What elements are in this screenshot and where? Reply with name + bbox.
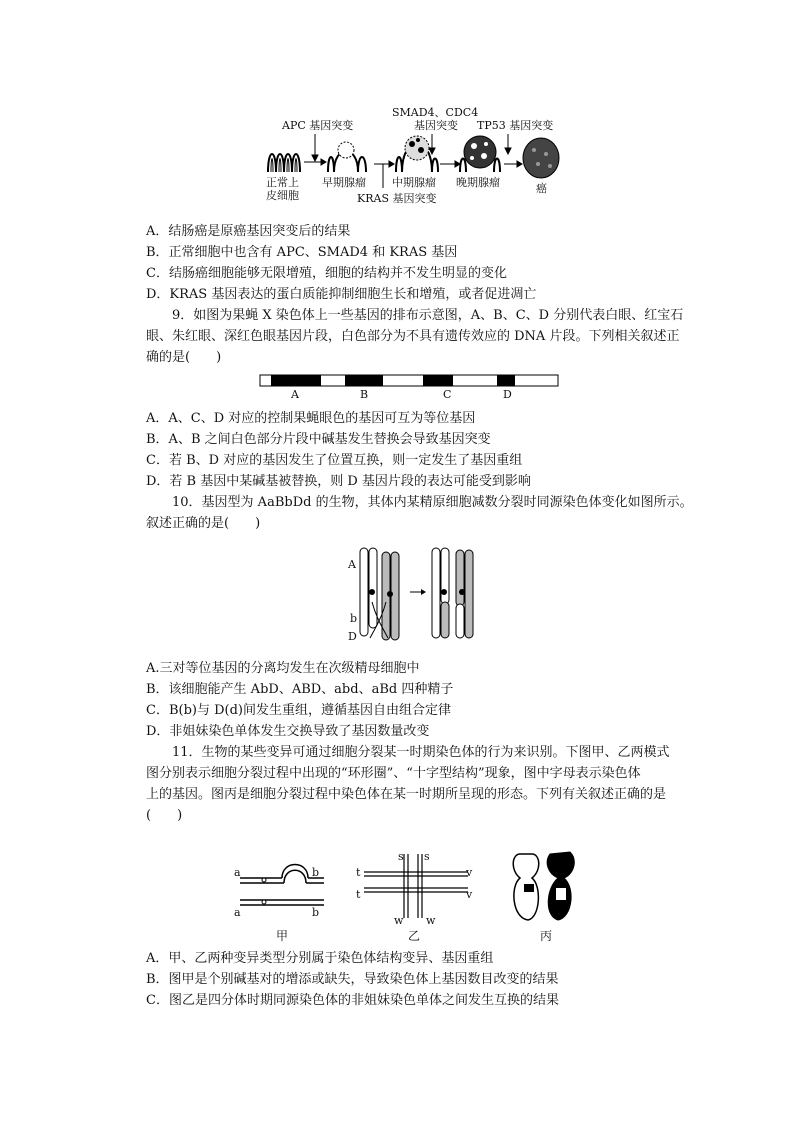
yi-letter-w-left: w: [394, 914, 404, 927]
x-chromosome-gene-map: [259, 372, 561, 402]
q11-stem-line: 上的基因。图丙是细胞分裂过程中染色体在某一时期所呈现的形态。下列有关叙述正确的是: [146, 787, 667, 802]
stage-early: 早期腺瘤: [322, 176, 366, 189]
q9-option-c: C．若 B、D 对应的基因发生了位置互换，则一定发生了基因重组: [146, 453, 523, 468]
stage-normal: 正常上: [266, 176, 299, 189]
q10-stem-line: 10．基因型为 AaBbDd 的生物，其体内某精原细胞减数分裂时同源染色体变化如图所示。: [172, 495, 693, 510]
label-smad: SMAD4、CDC4: [392, 106, 479, 119]
q8-option-c: C．结肠癌细胞能够无限增殖，细胞的结构并不发生明显的变化: [146, 266, 507, 281]
q11-stem: [146, 742, 670, 826]
gene-segment-b: [345, 375, 383, 386]
cancer-progression-figure: [262, 104, 562, 212]
stage-mid: 中期腺瘤: [392, 176, 436, 189]
label-smad-b: 基因突变: [414, 119, 458, 132]
q10-option-b: B．该细胞能产生 AbD、ABD、abd、aBd 四种精子: [146, 682, 454, 697]
yi-letter-t-top: t: [356, 866, 361, 879]
jia-letter-a-bottom: a: [234, 906, 241, 919]
stage-normal-b: 皮细胞: [266, 189, 299, 202]
label-apc: APC 基因突变: [282, 119, 354, 132]
yi-letter-s-right: s: [424, 850, 430, 863]
gene-segment-d: [497, 375, 515, 386]
caption-yi: 乙: [408, 929, 421, 943]
label-tp53: TP53 基因突变: [477, 119, 554, 132]
jia-letter-b-bottom: b: [312, 906, 320, 919]
yi-letter-w-right: w: [426, 914, 436, 927]
q9-option-b: B．A、B 之间白色部分片段中碱基发生替换会导致基因突变: [146, 432, 491, 447]
jia-letter-b-top: b: [312, 866, 320, 879]
gene-segment-a: [271, 375, 321, 386]
gene-segment-c: [423, 375, 453, 386]
yi-letter-t-bottom: t: [356, 888, 361, 901]
q10-stem: [146, 492, 693, 534]
q11-stem-line: ( ): [146, 808, 183, 823]
q9-stem-line: 9．如图为果蝇 X 染色体上一些基因的排布示意图，A、B、C、D 分别代表白眼、红宝石: [172, 308, 684, 323]
label-kras: KRAS 基因突变: [357, 192, 437, 205]
cancer-icon: [523, 138, 559, 178]
yi-letter-v-top: v: [466, 866, 473, 879]
chromosome-variation-figures: [228, 848, 596, 946]
gene-label-c: C: [443, 388, 452, 401]
q11-option-c: C．图乙是四分体时期同源染色体的非姐妹染色单体之间发生互换的结果: [146, 993, 559, 1008]
q9-stem-line: 眼、朱红眼、深红色眼基因片段，白色部分为不具有遗传效应的 DNA 片段。下列相关叙述正: [146, 329, 680, 344]
jia-letter-a-top: a: [234, 866, 241, 879]
allele-label-b: b: [350, 612, 358, 625]
q11-option-b: B．图甲是个别碱基对的增添或缺失，导致染色体上基因数目改变的结果: [146, 972, 559, 987]
q8-option-a: A．结肠癌是原癌基因突变后的结果: [146, 224, 351, 239]
q10-stem-line: 叙述正确的是( ): [146, 516, 261, 531]
gene-bar: [259, 374, 561, 388]
gene-label-b: B: [360, 388, 369, 401]
q8-option-b: B．正常细胞中也含有 APC、SMAD4 和 KRAS 基因: [146, 245, 458, 260]
q10-option-c: C．B(b)与 D(d)间发生重组，遵循基因自由组合定律: [146, 703, 451, 718]
q10-option-d: D．非姐妹染色单体发生交换导致了基因数量改变: [146, 724, 430, 739]
gene-label-d: D: [503, 388, 512, 401]
stage-cancer: 癌: [536, 182, 547, 195]
q11-option-a: A．甲、乙两种变异类型分别属于染色体结构变异、基因重组: [146, 951, 494, 966]
chromosome-diagram: [344, 542, 484, 650]
q11-stem-line: 11．生物的某些变异可通过细胞分裂某一时期染色体的行为来识别。下图甲、乙两模式: [172, 745, 670, 760]
q11-stem-line: 图分别表示细胞分裂过程中出现的“环形圈”、“十字型结构”现象，图中字母表示染色体: [146, 766, 641, 781]
variation-diagrams: [228, 848, 596, 930]
yi-letter-v-bottom: v: [466, 888, 473, 901]
crossing-over-figure: [344, 542, 484, 650]
q9-stem: [146, 305, 684, 368]
caption-bing: 丙: [540, 929, 553, 943]
q9-option-a: A．A、C、D 对应的控制果蝇眼色的基因可互为等位基因: [146, 411, 476, 426]
q9-option-d: D．若 B 基因中某碱基被替换，则 D 基因片段的表达可能受到影响: [146, 474, 531, 489]
stage-late: 晚期腺瘤: [456, 176, 500, 189]
gene-label-a: A: [291, 388, 299, 401]
caption-jia: 甲: [276, 929, 289, 943]
allele-label-a: A: [348, 558, 356, 571]
allele-label-d: D: [348, 630, 357, 643]
yi-letter-s-left: s: [398, 850, 404, 863]
q10-option-a: A.三对等位基因的分离均发生在次级精母细胞中: [146, 661, 420, 676]
q9-stem-line: 确的是( ): [146, 350, 222, 365]
q8-option-d: D．KRAS 基因表达的蛋白质能抑制细胞生长和增殖，或者促进凋亡: [146, 287, 537, 302]
